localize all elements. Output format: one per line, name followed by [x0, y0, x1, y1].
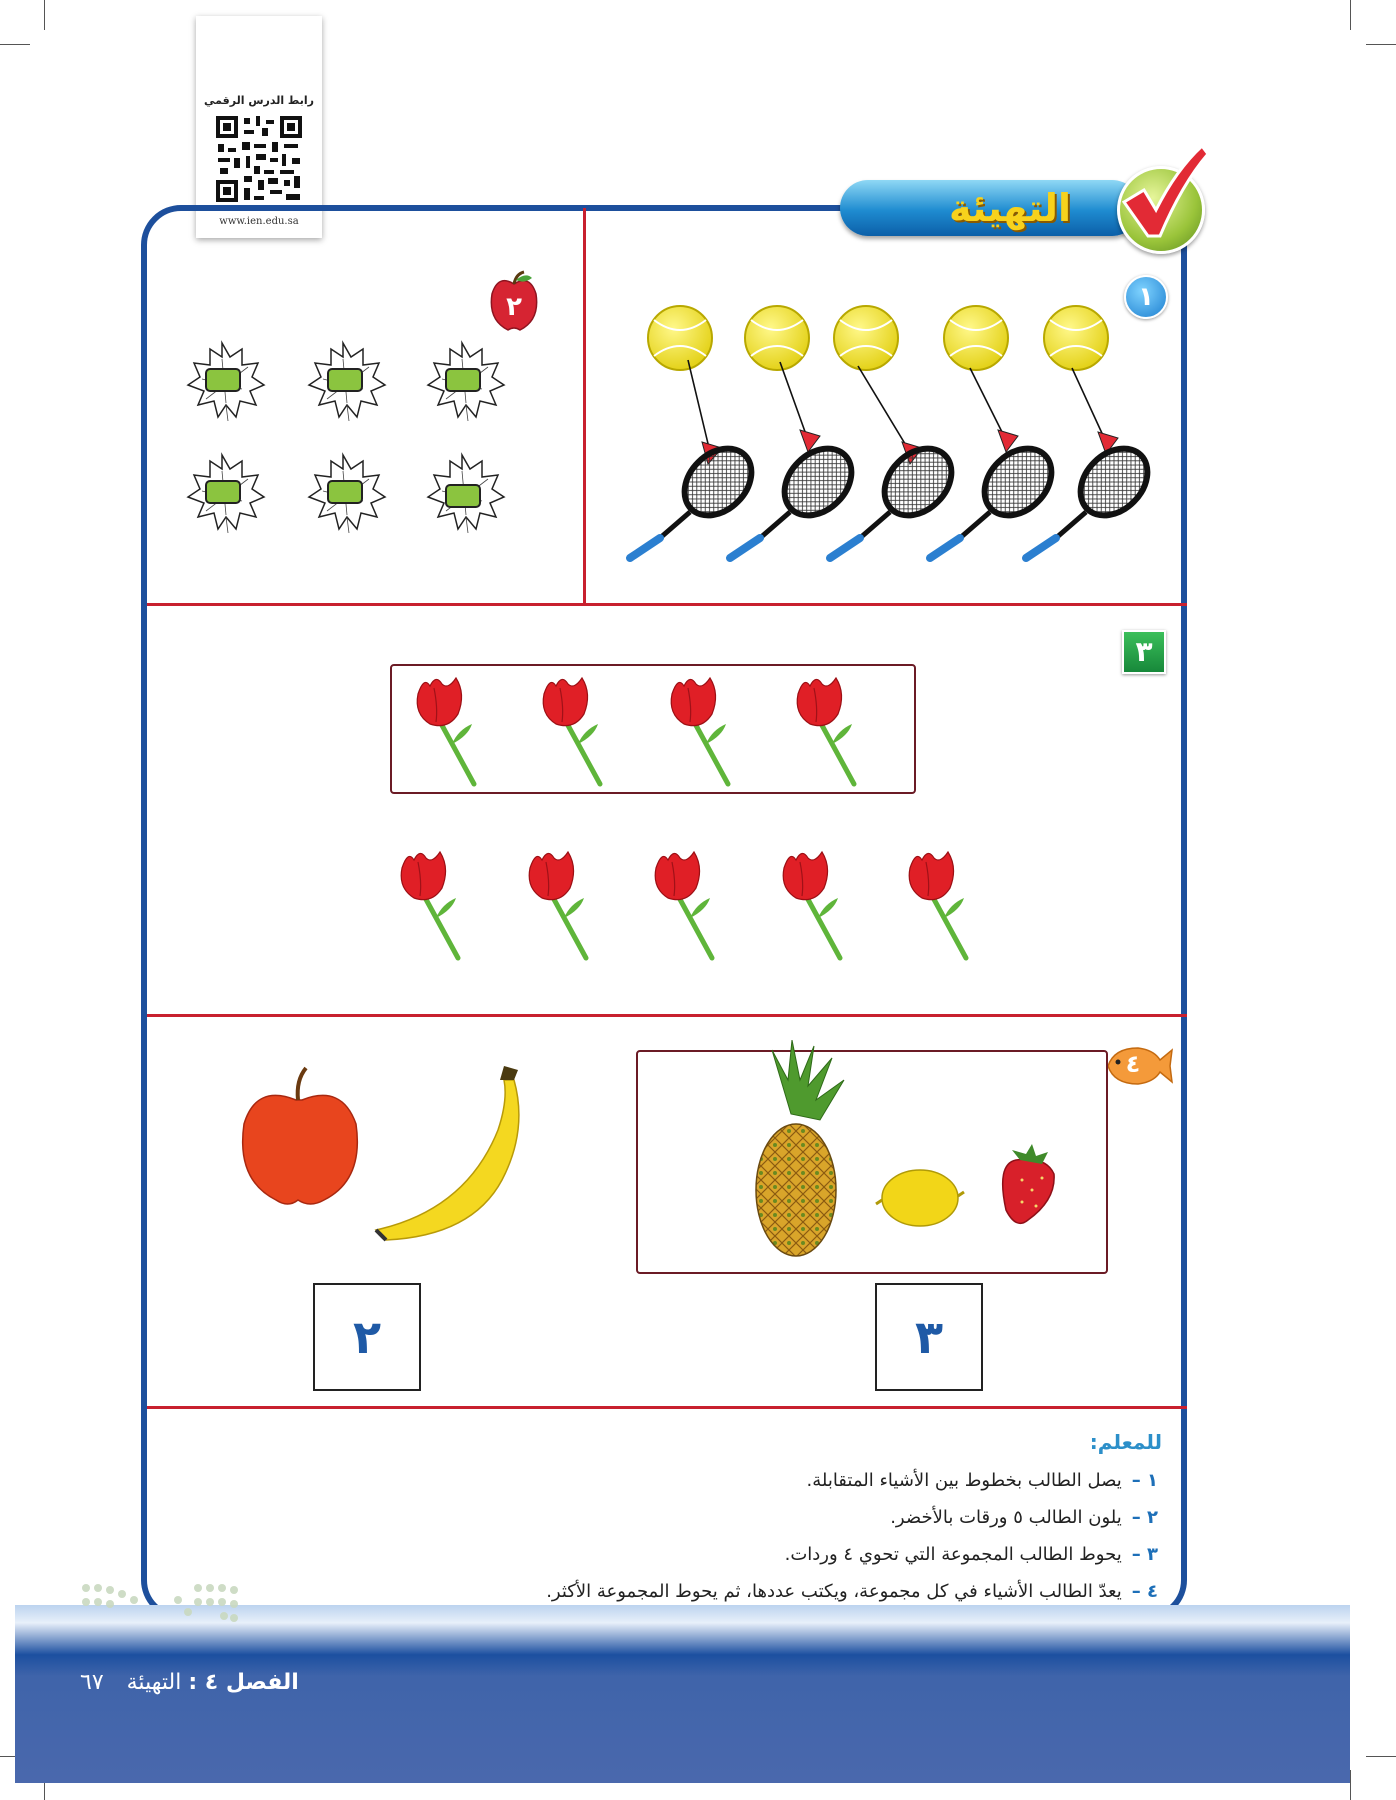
leaf-icon [428, 455, 504, 533]
section-title: التهيئة [949, 186, 1071, 230]
tulip-icon [417, 678, 474, 784]
crop-mark [1350, 1770, 1351, 1800]
footer-label [80, 1670, 299, 1695]
tennis-racket-icon [630, 435, 765, 558]
ministry-logo-icon [78, 1580, 248, 1640]
leaf-icon [188, 343, 264, 421]
note-text: يحوط الطالب المجموعة التي تحوي ٤ وردات. [784, 1544, 1122, 1565]
tulip-icon [783, 852, 840, 958]
tennis-ball-icon [648, 306, 712, 370]
qr-url[interactable]: www.ien.edu.sa [219, 216, 299, 227]
tennis-ball-icon [745, 306, 809, 370]
answer-right-text: ٣ [914, 1310, 944, 1364]
leaf-icon [428, 343, 504, 421]
tennis-racket-icon [730, 435, 865, 558]
exercise-1-number: ١ [1124, 275, 1168, 319]
teacher-note-1 [806, 1470, 1158, 1491]
note-number: ٢ – [1131, 1507, 1158, 1528]
crop-mark [0, 44, 30, 45]
divider [583, 208, 586, 604]
tulip-icon [797, 678, 854, 784]
crop-mark [44, 0, 45, 30]
exercise-2-illustration [170, 335, 520, 545]
note-text: يصل الطالب بخطوط بين الأشياء المتقابلة. [806, 1470, 1122, 1491]
teacher-note-2 [890, 1507, 1158, 1528]
exercise-4-number: ٤ [1125, 1050, 1141, 1078]
teacher-note-3 [785, 1544, 1158, 1565]
tulip-icon [529, 852, 586, 958]
tennis-ball-icon [834, 306, 898, 370]
exercise-1-illustration [610, 290, 1170, 580]
apple-icon [243, 1068, 358, 1204]
teacher-notes-title: للمعلم: [1089, 1430, 1162, 1454]
note-number: ٣ – [1131, 1544, 1158, 1565]
tennis-racket-icon [830, 435, 965, 558]
tulip-icon [909, 852, 966, 958]
teacher-note-4 [546, 1581, 1158, 1602]
note-text: يلون الطالب ٥ ورقات بالأخضر. [890, 1507, 1122, 1528]
answer-box-left[interactable] [313, 1283, 421, 1391]
tennis-racket-icon [930, 435, 1065, 558]
pineapple-icon [756, 1040, 844, 1256]
tulip-icon [655, 852, 712, 958]
banana-icon [376, 1066, 519, 1240]
note-number: ٤ – [1131, 1581, 1158, 1602]
tulip-icon [401, 852, 458, 958]
leaf-icon [309, 343, 385, 421]
note-number: ١ – [1131, 1470, 1158, 1491]
tennis-ball-icon [1044, 306, 1108, 370]
divider [147, 1406, 1187, 1409]
crop-mark [1366, 44, 1396, 45]
exercise-2-number: ٢ [506, 292, 522, 322]
exercise-3-number: ٣ [1122, 630, 1166, 674]
footer-chapter: الفصل ٤ : [188, 1670, 299, 1695]
strawberry-icon [1003, 1144, 1054, 1223]
divider [147, 1014, 1187, 1017]
footer-page-number: ٦٧ [80, 1670, 104, 1695]
tulip-icon [671, 678, 728, 784]
leaf-icon [188, 455, 264, 533]
note-text: يعدّ الطالب الأشياء في كل مجموعة، ويكتب عددها، ثم يحوط المجموعة الأكثر. [546, 1581, 1122, 1602]
checkmark-icon [1118, 140, 1210, 250]
answer-left-text: ٢ [352, 1310, 382, 1364]
divider [147, 603, 1187, 606]
tennis-ball-icon [944, 306, 1008, 370]
exercise-4-illustration [236, 1040, 1096, 1260]
lemon-icon [876, 1170, 964, 1226]
qr-code-icon[interactable] [214, 114, 304, 204]
qr-label: رابط الدرس الرقمي [204, 94, 314, 107]
crop-mark [1350, 0, 1351, 30]
answer-box-right[interactable] [875, 1283, 983, 1391]
leaf-icon [309, 455, 385, 533]
footer-chapter-title: التهيئة [126, 1670, 182, 1695]
exercise-3-illustration [380, 664, 980, 968]
tulip-icon [543, 678, 600, 784]
crop-mark [1366, 1756, 1396, 1757]
